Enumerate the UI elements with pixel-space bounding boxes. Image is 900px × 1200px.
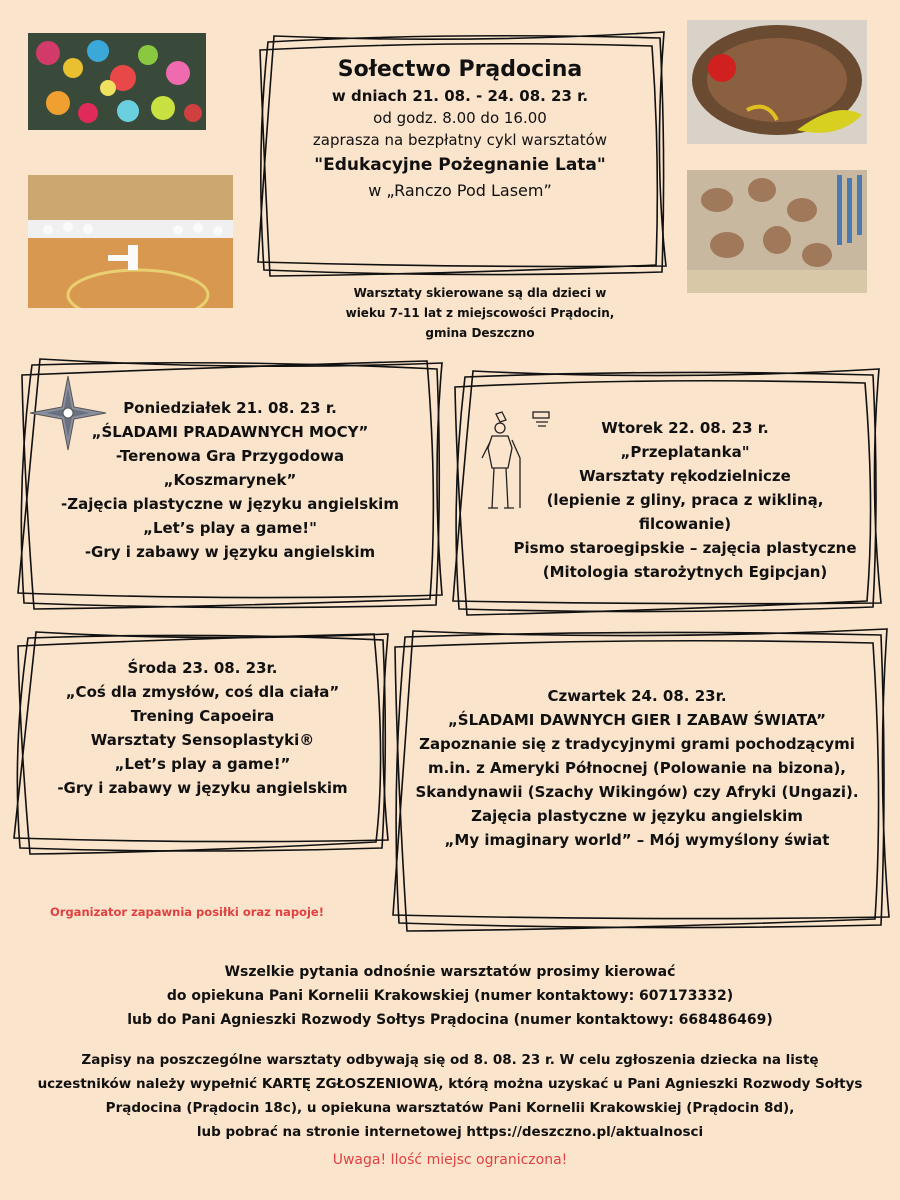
wednesday-text bbox=[40, 656, 365, 800]
thursday-line: Skandynawii (Szachy Wikingów) czy Afryki (Ungazi). bbox=[415, 783, 859, 801]
organizer-note: Organizator zapawnia posiłki oraz napoje! bbox=[50, 905, 324, 919]
thursday-text bbox=[392, 684, 882, 852]
thursday-line: Zajęcia plastyczne w języku angielskim bbox=[471, 807, 803, 825]
contact-line: Wszelkie pytania odnośnie warsztatów prosimy kierować bbox=[224, 964, 676, 980]
photo-felt-flowers bbox=[28, 33, 206, 130]
page-title: Sołectwo Prądocina bbox=[337, 57, 583, 82]
thursday-line: m.in. z Ameryki Północnej (Polowanie na bizona), bbox=[428, 759, 846, 777]
tuesday-date: Wtorek 22. 08. 23 r. bbox=[601, 419, 769, 437]
wednesday-line: Trening Capoeira bbox=[130, 707, 275, 725]
photo-wicker-basket bbox=[687, 20, 867, 144]
wednesday-date: Środa 23. 08. 23r. bbox=[127, 659, 278, 677]
wednesday-line: „Let’s play a game!” bbox=[114, 755, 291, 773]
signup-line: Zapisy na poszczególne warsztaty odbywają się od 8. 08. 23 r. W celu zgłoszenia dziecka na listę bbox=[81, 1052, 819, 1068]
contact-info bbox=[0, 960, 900, 1032]
thursday-line: „My imaginary world” – Mój wymyślony świat bbox=[444, 831, 830, 849]
thursday-title: „ŚLADAMI DAWNYCH GIER I ZABAW ŚWIATA” bbox=[447, 711, 827, 729]
monday-line: „Koszmarynek” bbox=[163, 471, 297, 489]
tuesday-line: Pismo staroegipskie – zajęcia plastyczne bbox=[513, 539, 857, 557]
photo-capoeira-gym bbox=[28, 175, 233, 308]
event-location: w „Ranczo Pod Lasem” bbox=[368, 181, 552, 200]
photo-clay-figures bbox=[687, 170, 867, 293]
event-hours: od godz. 8.00 do 16.00 bbox=[373, 109, 547, 127]
signup-line: Prądocina (Prądocin 18c), u opiekuna warsztatów Pani Kornelii Krakowskiej (Prądocin 8d), bbox=[105, 1100, 795, 1116]
event-dates: w dniach 21. 08. - 24. 08. 23 r. bbox=[331, 87, 589, 105]
wednesday-line: -Gry i zabawy w języku angielskim bbox=[57, 779, 348, 797]
target-audience bbox=[320, 283, 640, 343]
signup-line: uczestników należy wypełnić KARTĘ ZGŁOSZENIOWĄ, którą można uzyskać u Pani Agnieszki Rozwody Sołtys bbox=[37, 1076, 863, 1092]
target-line: wieku 7-11 lat z miejscowości Prądocin, bbox=[345, 306, 615, 320]
wednesday-title: „Coś dla zmysłów, coś dla ciała” bbox=[65, 683, 340, 701]
tuesday-line: Warsztaty rękodzielnicze bbox=[579, 467, 791, 485]
monday-line: -Zajęcia plastyczne w języku angielskim bbox=[61, 495, 399, 513]
signup-info bbox=[0, 1048, 900, 1144]
tuesday-title: „Przeplatanka" bbox=[620, 443, 750, 461]
contact-line: lub do Pani Agnieszki Rozwody Sołtys Prądocina (numer kontaktowy: 668486469) bbox=[127, 1012, 773, 1028]
monday-date: Poniedziałek 21. 08. 23 r. bbox=[123, 399, 337, 417]
signup-line: lub pobrać na stronie internetowej https://deszczno.pl/aktualnosci bbox=[196, 1124, 704, 1140]
tuesday-text bbox=[500, 416, 870, 584]
target-line: gmina Deszczno bbox=[425, 326, 535, 340]
event-name: "Edukacyjne Pożegnanie Lata" bbox=[314, 155, 606, 175]
tuesday-line: (Mitologia starożytnych Egipcjan) bbox=[542, 563, 828, 581]
limited-places-warning: Uwaga! Ilość miejsc ograniczona! bbox=[332, 1152, 568, 1168]
monday-text bbox=[30, 396, 430, 564]
event-invite: zaprasza na bezpłatny cykl warsztatów bbox=[312, 131, 608, 149]
thursday-date: Czwartek 24. 08. 23r. bbox=[547, 687, 727, 705]
header-block bbox=[260, 55, 660, 203]
monday-line: „Let’s play a game!" bbox=[143, 519, 317, 537]
target-line: Warsztaty skierowane są dla dzieci w bbox=[353, 286, 607, 300]
contact-line: do opiekuna Pani Kornelii Krakowskiej (numer kontaktowy: 607173332) bbox=[166, 988, 734, 1004]
monday-line: -Gry i zabawy w języku angielskim bbox=[84, 543, 376, 561]
wednesday-line: Warsztaty Sensoplastyki® bbox=[90, 731, 315, 749]
tuesday-line: (lepienie z gliny, praca z wikliną, bbox=[546, 491, 824, 509]
tuesday-line: filcowanie) bbox=[638, 515, 732, 533]
monday-line: -Terenowa Gra Przygodowa bbox=[115, 447, 345, 465]
thursday-line: Zapoznanie się z tradycyjnymi grami pochodzącymi bbox=[419, 735, 855, 753]
monday-title: „ŚLADAMI PRADAWNYCH MOCY” bbox=[91, 423, 369, 441]
